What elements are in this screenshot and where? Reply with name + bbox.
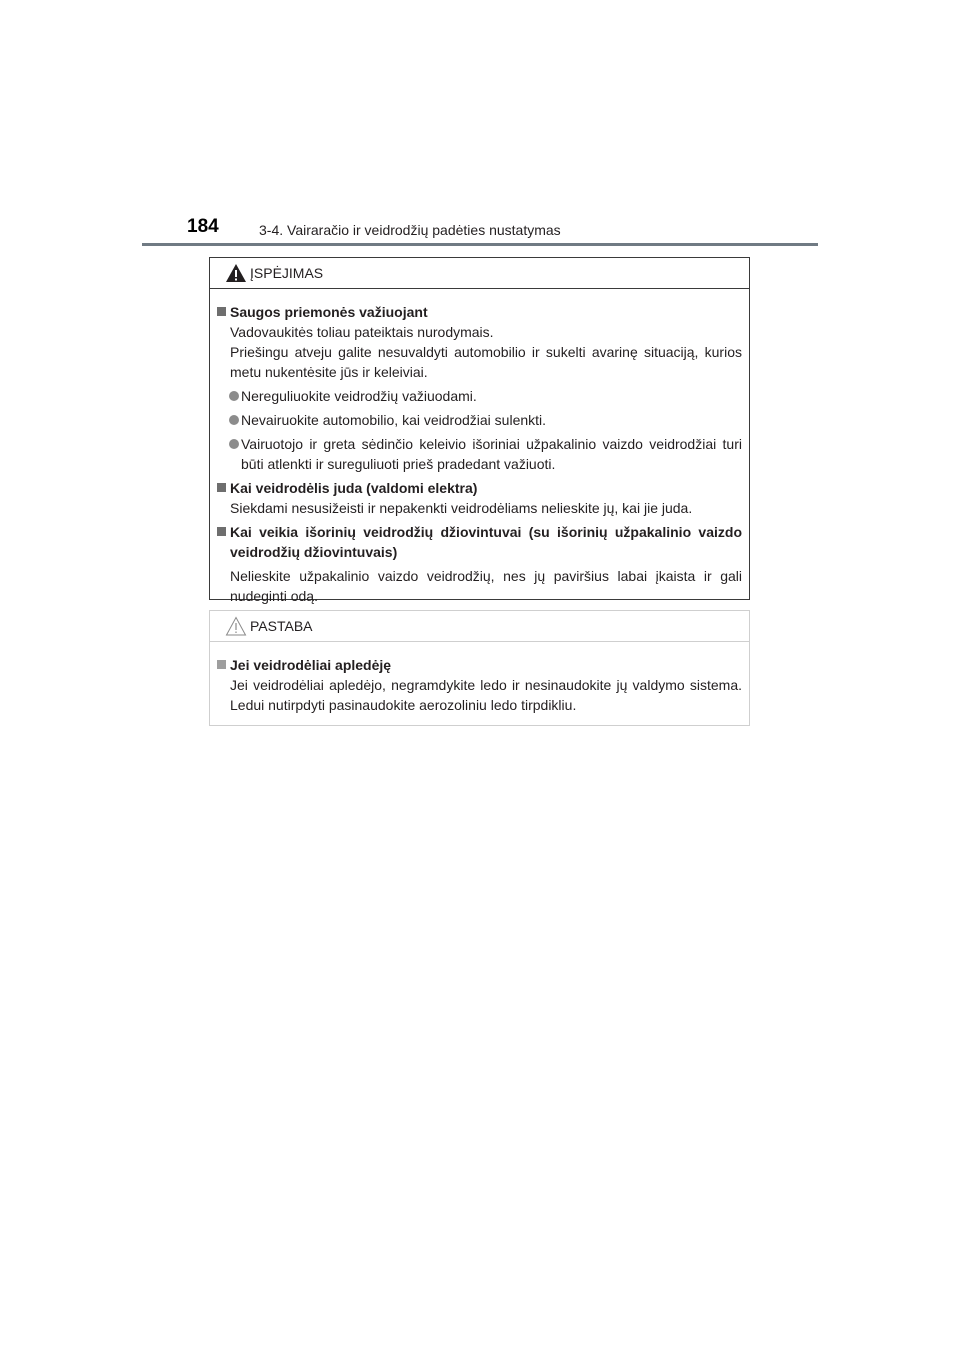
list-item-text: Nevairuokite automobilio, kai veidrodžiai sulenkti. xyxy=(241,412,547,428)
header-rule xyxy=(142,243,818,246)
paragraph: Priešingu atveju galite nesuvaldyti automobilio ir sukelti avarinę situaciją, kurios metu nukentėsite jūs ir keleiviai. xyxy=(230,344,742,380)
warning-box-header xyxy=(210,258,749,289)
square-bullet-icon xyxy=(217,527,226,536)
warning-box-body xyxy=(210,289,749,606)
heading-text: Kai veikia išorinių veidrodžių džiovintuvai (su išorinių užpakalinio vaizdo veidrodžių džiovintuvais) xyxy=(230,524,742,560)
note-box-body xyxy=(210,642,749,715)
heading-text: Kai veidrodėlis juda (valdomi elektra) xyxy=(230,480,478,496)
round-bullet-icon xyxy=(229,415,239,425)
list-item xyxy=(217,434,742,474)
list-item-text: Vairuotojo ir greta sėdinčio keleivio išoriniai užpakalinio vaizdo veidrodžiai turi būti atlenkti ir sureguliuoti prieš pradedant važiuoti. xyxy=(241,436,742,472)
list-item xyxy=(217,410,742,430)
list-item xyxy=(217,386,742,406)
heading-text: Jei veidrodėliai apledėję xyxy=(230,657,392,673)
warning-triangle-icon xyxy=(225,263,247,283)
note-label: PASTABA xyxy=(250,618,313,634)
paragraph: Jei veidrodėliai apledėjo, negramdykite ledo ir nesinaudokite jų valdymo sistema. Ledui nutirpdyti pasinaudokite aerozoliniu ledo tirpdikliu. xyxy=(230,677,742,713)
square-bullet-icon xyxy=(217,483,226,492)
warning-heading-driving-safety xyxy=(217,302,742,322)
warning-heading-mirror-moving xyxy=(217,478,742,498)
paragraph: Nelieskite užpakalinio vaizdo veidrodžių, nes jų paviršius labai įkaista ir gali nudeginti odą. xyxy=(230,568,742,604)
caution-triangle-outline-icon xyxy=(225,616,247,636)
round-bullet-icon xyxy=(229,439,239,449)
warning-label: ĮSPĖJIMAS xyxy=(250,265,324,281)
list-item-text: Nereguliuokite veidrodžių važiuodami. xyxy=(241,388,477,404)
square-bullet-icon xyxy=(217,307,226,316)
paragraph: Siekdami nesusižeisti ir nepakenkti veidrodėliams nelieskite jų, kai jie juda. xyxy=(230,500,693,516)
paragraph: Vadovaukitės toliau pateiktais nurodymais. xyxy=(230,324,494,340)
round-bullet-icon xyxy=(229,391,239,401)
page-number: 184 xyxy=(187,216,219,237)
square-bullet-icon xyxy=(217,660,226,669)
warning-heading-mirror-defoggers xyxy=(217,522,742,562)
warning-box xyxy=(209,257,750,604)
note-box xyxy=(209,610,750,726)
section-title: 3-4. Vairaračio ir veidrodžių padėties nustatymas xyxy=(259,222,561,238)
heading-text: Saugos priemonės važiuojant xyxy=(230,304,428,320)
note-heading-iced-mirrors xyxy=(217,655,742,675)
note-box-header xyxy=(210,611,749,642)
